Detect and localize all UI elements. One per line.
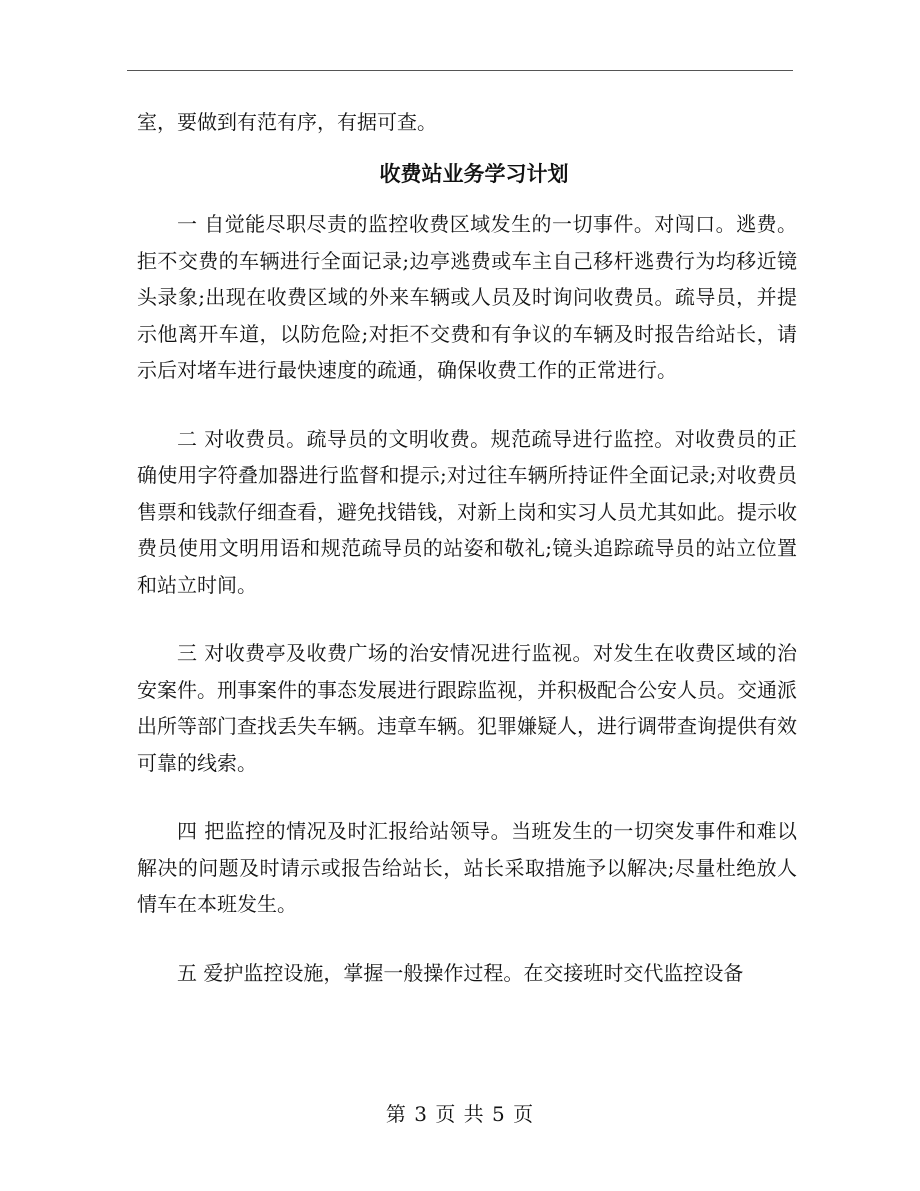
paragraph-5: 五 爱护监控设施，掌握一般操作过程。在交接班时交代监控设备	[177, 960, 744, 985]
page-number: 第 3 页 共 5 页	[385, 1102, 535, 1126]
document-body	[137, 104, 797, 991]
paragraph-2: 二 对收费员。疏导员的文明收费。规范疏导进行监控。对收费员的正确使用字符叠加器进行监督和提示;对过往车辆所持证件全面记录;对收费员售票和钱款仔细查看，避免找错钱，对新上岗和实习人员尤其如此。提示收费员使用文明用语和规范疏导员的站姿和敬礼;镜头追踪疏导员的站立位置和站立时间。	[137, 426, 797, 597]
paragraph-1: 一 自觉能尽职尽责的监控收费区域发生的一切事件。对闯口。逃费。拒不交费的车辆进行全面记录;边亭逃费或车主自己移杆逃费行为均移近镜头录象;出现在收费区域的外来车辆或人员及时询问收费员。疏导员，并提示他离开车道，以防危险;对拒不交费和有争议的车辆及时报告给站长，请示后对堵车进行最快速度的疏通，确保收费工作的正常进行。	[137, 212, 797, 382]
header-divider	[127, 70, 793, 71]
paragraph-4: 四 把监控的情况及时汇报给站领导。当班发生的一切突发事件和难以解决的问题及时请示或报告给站长，站长采取措施予以解决;尽量杜绝放人情车在本班发生。	[137, 819, 797, 916]
document-title: 收费站业务学习计划	[379, 160, 569, 186]
paragraph-3: 三 对收费亭及收费广场的治安情况进行监视。对发生在收费区域的治安案件。刑事案件的事态发展进行跟踪监视，并积极配合公安人员。交通派出所等部门查找丢失车辆。违章车辆。犯罪嫌疑人，进行调带查询提供有效可靠的线索。	[137, 641, 797, 775]
continued-text: 室，要做到有范有序，有据可查。	[137, 110, 437, 134]
